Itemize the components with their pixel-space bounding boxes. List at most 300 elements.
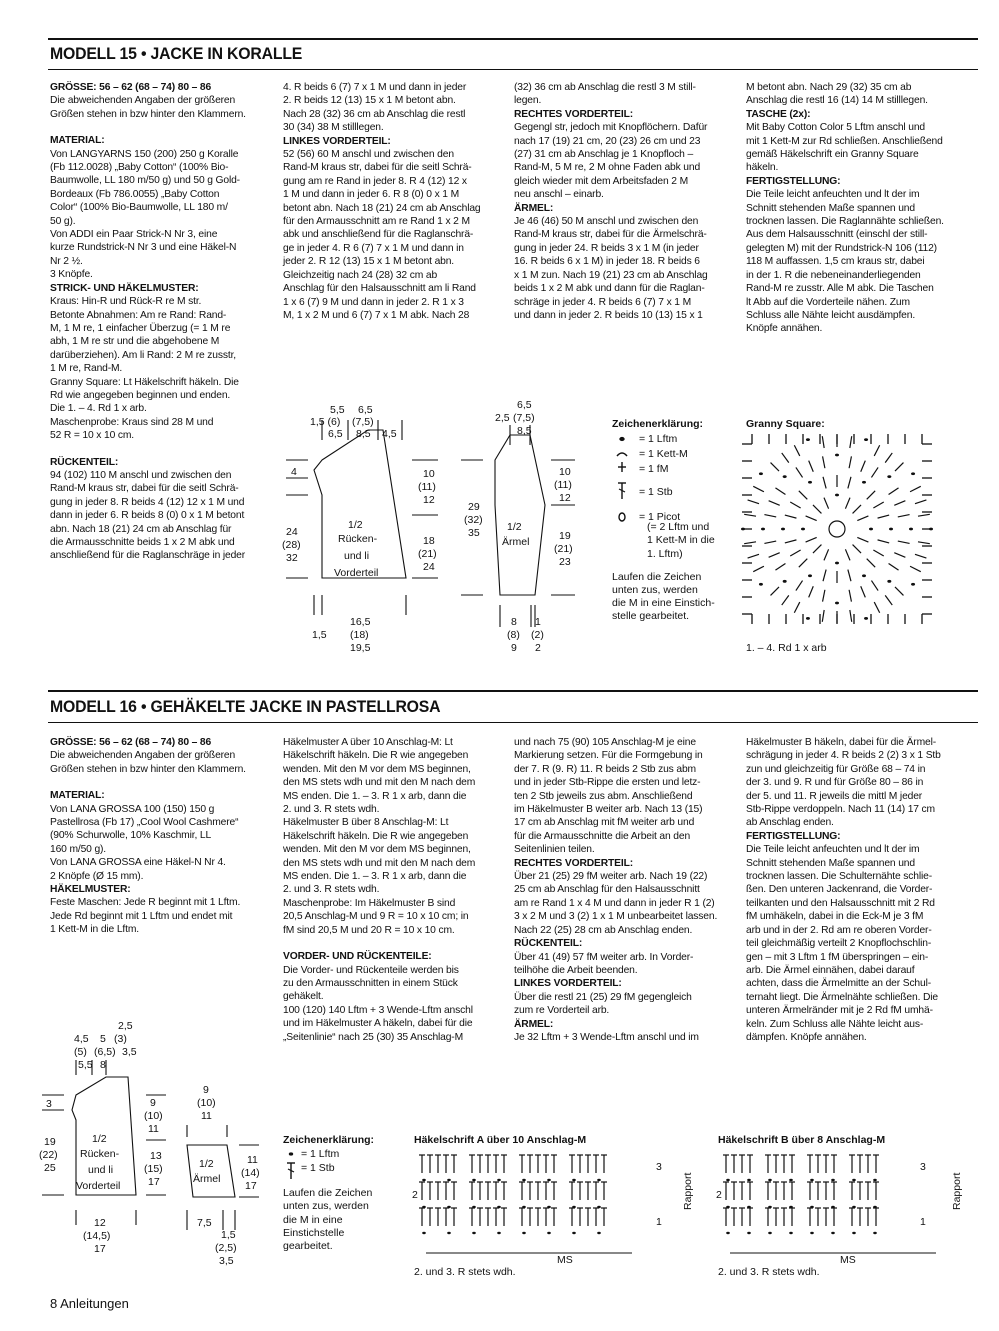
double-crochet-icon	[823, 570, 826, 582]
dim-label: 17	[148, 1176, 160, 1188]
double-crochet-icon	[898, 515, 910, 517]
piece-label: 1/2	[348, 519, 363, 531]
text-line: fM umhäkeln, dabei in die Eck-M je 3 fM	[746, 911, 924, 923]
text-line: unteren Ärmelränder mit je 2 Rd fM umhä-	[746, 1005, 933, 1017]
schema-caption: 2. und 3. R stets wdh.	[414, 1266, 516, 1278]
legend-item: = 1 Picot	[639, 511, 681, 524]
text-line: zu den Armausschnitten in einem Stück	[283, 977, 458, 989]
chain-stitch-icon	[447, 1179, 451, 1181]
text-line: und nach 75 (90) 105 Anschlag-M je eine	[514, 737, 696, 748]
dim-label: 35	[468, 527, 480, 539]
piece-label: Rücken-	[80, 1148, 120, 1160]
dim-label: 23	[559, 556, 571, 568]
dim-label: 4	[291, 466, 297, 478]
chain-stitch-icon	[547, 1232, 551, 1234]
dim-label: 6,5	[328, 428, 343, 440]
section-heading: GRÖSSE: 56 – 62 (68 – 74) 80 – 86	[50, 737, 212, 748]
text-line: Die Vorder- und Rückenteile werden bis	[283, 964, 459, 976]
text-line: Die abweichenden Angaben der größeren	[50, 750, 236, 762]
text-line: Color“ (100% Bio-Baumwolle, LL 180 m/	[50, 202, 228, 214]
double-crochet-icon	[806, 516, 817, 521]
dim-label: (7,5)	[352, 416, 374, 428]
text-line: gehäkelt.	[283, 991, 324, 1003]
double-crochet-icon	[918, 514, 930, 516]
text-line: Schnitt stehenden Maße spannen und	[746, 857, 915, 869]
text-line: trocknen lassen. Die Schulternähte schlie-	[746, 871, 933, 883]
double-crochet-icon	[785, 515, 797, 518]
chain-stitch-icon	[835, 454, 839, 457]
text-line: Nach 28 (32) 36 cm ab Anschlag die restl	[283, 108, 466, 120]
double-crochet-icon	[915, 554, 926, 558]
dim-label: 11	[201, 1110, 212, 1122]
legend-symbols	[612, 431, 636, 523]
text-line: keln. Zum Schluss alle Nähte leicht aus-	[746, 1018, 924, 1030]
chain-stitch-icon	[810, 1232, 814, 1234]
chain-stitch-icon	[873, 1232, 877, 1234]
dim-label: 25	[44, 1162, 56, 1174]
double-crochet-icon	[918, 542, 930, 544]
piece-label: Rücken-	[338, 533, 378, 545]
double-crochet-icon	[857, 516, 868, 521]
text-line: (Fb 112.0028) „Baby Cotton“ (100% Bio-	[50, 162, 229, 174]
text-line: Die Teile leicht anfeuchten und lt der im	[746, 189, 920, 201]
text-line: Von LANGYARNS 150 (200) 250 g Koralle	[50, 148, 239, 160]
dim-label: 11	[247, 1154, 258, 1166]
text-line: Häkelmuster A über 10 Anschlag-M: Lt	[283, 737, 453, 748]
double-crochet-icon	[910, 486, 921, 491]
legend	[283, 1134, 393, 1253]
dim-label: (15)	[144, 1163, 163, 1175]
text-line: Betonte Abnahmen: Am re Rand: Rand-	[50, 309, 227, 321]
spacer	[50, 443, 260, 456]
chain-stitch-icon	[597, 1232, 601, 1234]
text-line: dämpfen. Knöpfe annähen.	[746, 1031, 867, 1043]
section-rule	[48, 38, 978, 40]
pattern-schematic-body	[278, 400, 437, 660]
text-line: Rd wie angegeben beginnen und enden.	[50, 389, 231, 401]
double-crochet-icon	[871, 581, 878, 591]
chain-stitch-icon	[852, 1232, 856, 1234]
text-line: Über 41 (49) 57 fM weiter arb. In Vorder-	[514, 951, 694, 963]
double-crochet-icon	[764, 515, 776, 517]
legend-note: die M in eine	[283, 1213, 343, 1226]
chain-stitch-icon	[801, 528, 805, 531]
section-heading: RÜCKENTEIL:	[50, 456, 119, 468]
dim-label: 8	[100, 1059, 106, 1071]
text-line: Aus dem Halsausschnitt (einschl der still-	[746, 229, 928, 241]
legend-note: unten zus, werden	[612, 584, 698, 597]
spacer	[283, 937, 490, 950]
double-crochet-icon	[845, 498, 850, 509]
text-line: wenden. Mit den M vor dem MS beginnen,	[283, 763, 471, 775]
double-crochet-icon	[822, 610, 824, 622]
text-line: Seitenlinien teilen.	[514, 844, 595, 856]
text-line: achten, dass die Ärmelmitte an der Schul-	[746, 978, 932, 990]
double-crochet-icon	[853, 505, 861, 513]
text-line: Mit Baby Cotton Color 5 Lftm anschl und	[746, 122, 926, 134]
text-line: Gegengl str, jedoch mit Knopflöchern. Dafür	[514, 122, 708, 134]
double-crochet-icon	[782, 595, 789, 605]
text-line: „Seitenlinie“ nach 25 (30) 35 Anschlag-M	[283, 1031, 464, 1043]
text-line: Knöpfe annähen.	[746, 323, 823, 335]
double-crochet-icon	[850, 436, 852, 448]
dim-label: 24	[423, 561, 435, 573]
text-line: die Armausschnitte beids 1 x 2 M abk und	[50, 537, 235, 548]
legend-item: 1 Kett-M in die	[647, 534, 715, 547]
double-crochet-icon	[753, 486, 764, 491]
schema-caption: 2. und 3. R stets wdh.	[718, 1266, 820, 1278]
piece-label: und li	[88, 1164, 114, 1176]
dim-label: 5,5	[78, 1059, 93, 1071]
double-crochet-icon	[794, 445, 799, 456]
dim-label: (14,5)	[83, 1230, 111, 1242]
dim-label: 1,5	[221, 1229, 236, 1241]
double-crochet-icon	[822, 436, 824, 448]
dim-label: 8,5	[517, 425, 532, 437]
text-line: arb. Die Ärmel einnähen, dabei darauf	[746, 964, 915, 976]
dim-label: 1,5	[312, 629, 327, 641]
dim-label: 7,5	[197, 1217, 212, 1229]
text-line: zum re Vorderteil arb.	[514, 1005, 610, 1017]
double-crochet-icon	[915, 500, 926, 504]
chain-stitch-icon	[889, 528, 893, 531]
text-line: Schnitt stehenden Maße spannen und	[746, 202, 915, 214]
text-line: im Häkelmuster B weiter arb. Nach 13 (15)	[514, 804, 703, 816]
double-crochet-icon	[848, 570, 851, 582]
text-line: 50 g).	[50, 215, 76, 227]
chain-stitch-icon	[873, 1179, 877, 1181]
dim-label: (21)	[554, 543, 573, 555]
chain-stitch-icon	[810, 1179, 814, 1181]
double-crochet-icon	[790, 550, 800, 556]
pattern-schematic-sleeve	[175, 1075, 275, 1275]
section-heading: RECHTES VORDERTEIL:	[514, 108, 634, 120]
chain-stitch-icon	[789, 1232, 793, 1234]
dim-label: 2,5	[495, 412, 510, 424]
text-line: mit 1 Kett-M zur Rd schließen. Anschließend	[746, 135, 943, 147]
dim-label: (2)	[531, 629, 544, 641]
legend-note: unten zus, werden	[283, 1200, 369, 1213]
dim-label: (11)	[554, 479, 572, 491]
chain-stitch-icon	[747, 1232, 751, 1234]
text-line: in der 1. R die nebeneinanderliegenden	[746, 269, 921, 281]
dim-label: 16,5	[350, 616, 371, 628]
text-line: 2. und 3. R stets wdh.	[283, 804, 380, 816]
legend-item: 1. Lftm)	[647, 547, 683, 560]
text-line: nach 17 (19) 21 cm, 20 (23) 26 cm und 23	[514, 135, 701, 147]
chain-stitch-icon	[835, 494, 839, 497]
text-line: wenden. Mit den M vor dem MS beginnen,	[283, 844, 471, 856]
section-heading: LINKES VORDERTEIL:	[283, 135, 391, 147]
double-crochet-icon	[885, 453, 892, 463]
double-crochet-icon	[775, 563, 785, 570]
text-line: 1 M re, Rand-M.	[50, 363, 123, 375]
text-line: beids 1 x 2 M abk und dann für die Raglan-	[514, 283, 705, 295]
dim-label: 1	[535, 616, 541, 628]
text-line: neu anschl – einarb.	[514, 189, 604, 201]
chain-stitch-icon	[909, 528, 913, 531]
text-line: Die 1. – 4. Rd 1 x arb.	[50, 403, 147, 415]
legend-item: (= 2 Lftm und	[647, 521, 710, 534]
text-line: ten 2 Stb jeweils zus abm. Anschließend	[514, 790, 693, 802]
chain-stitch-icon	[789, 1179, 793, 1181]
text-line: Rand-M re zusstr. Alle M abk. Die Taschen	[746, 283, 934, 295]
row-number: 2	[412, 1189, 418, 1201]
double-crochet-icon	[809, 461, 814, 472]
text-line: der 3. und 9. R und für Größe 80 – 86 in	[746, 777, 924, 789]
double-crochet-icon	[867, 491, 875, 499]
text-line: Von LANA GROSSA 100 (150) 150 g	[50, 803, 215, 815]
text-line: Je 46 (46) 50 M anschl und zwischen den	[514, 216, 699, 228]
text-line: ge in jeder 4. R 6 (7) 7 x 1 M und dann in	[283, 242, 464, 254]
center-ring-icon	[829, 521, 845, 537]
chain-stitch-icon	[761, 528, 765, 531]
double-crochet-icon	[878, 540, 890, 543]
text-line: am re Rand 1 x 4 M und dann in jeder R 1 (2)	[514, 897, 715, 909]
pattern-schematic-body	[36, 1015, 186, 1265]
chain-stitch-icon	[522, 1232, 526, 1234]
dim-label: (6,5)	[94, 1046, 116, 1058]
text-line: für den Armausschnitt am re Rand 1 x 2 M	[283, 216, 470, 228]
double-crochet-icon	[849, 590, 851, 602]
double-crochet-icon	[873, 502, 883, 508]
dim-label: (5)	[74, 1046, 87, 1058]
text-column	[283, 81, 490, 322]
text-line: 17 cm ab Anschlag mit fM weiter arb und	[514, 817, 695, 829]
legend-item: = 1 Kett-M	[639, 448, 688, 461]
ms-label: MS	[557, 1254, 573, 1266]
text-line: darüberziehen). Am li Rand: 2 M re zusstr,	[50, 349, 236, 361]
dim-label: 12	[94, 1217, 106, 1229]
double-crochet-icon	[849, 456, 851, 468]
double-crochet-icon	[799, 559, 807, 567]
section-rule	[48, 690, 978, 692]
double-crochet-icon	[782, 453, 789, 463]
double-crochet-icon	[873, 550, 883, 556]
dim-label: (14)	[241, 1167, 260, 1179]
section-heading: RECHTES VORDERTEIL:	[514, 857, 634, 869]
dim-label: 10	[559, 466, 571, 478]
chain-stitch-icon	[768, 1232, 772, 1234]
chain-stitch-icon	[620, 438, 624, 441]
legend-item: = 1 Stb	[301, 1162, 335, 1175]
legend-note: Laufen die Zeichen	[612, 570, 702, 583]
chain-stitch-icon	[808, 481, 812, 484]
text-line: anschließend für die Raglanschräge in jeder	[50, 550, 246, 562]
text-line: kurze Rundstrick-N Nr 3 und eine Häkel-N	[50, 242, 237, 254]
double-crochet-icon	[769, 501, 780, 506]
dim-label: 3	[46, 1098, 52, 1110]
dim-label: 11	[148, 1123, 159, 1135]
chain-stitch-icon	[768, 1179, 772, 1181]
text-line: 52 R = 10 x 10 cm.	[50, 430, 135, 442]
text-line: 3 x 2 M und 3 (2) 1 x 1 M unbearbeitet lassen.	[514, 911, 718, 923]
chain-stitch-icon	[422, 1232, 426, 1234]
legend-note: Einstichstelle	[283, 1226, 345, 1239]
dim-label: (11)	[418, 481, 436, 493]
chain-stitch-icon	[911, 472, 915, 475]
double-crochet-icon	[824, 498, 829, 509]
text-line: abh, 1 M re str und die abgehobene M	[50, 336, 220, 348]
double-crochet-icon	[871, 467, 878, 477]
text-line: gung in jeder 8. R beids 4 (12) 12 x 1 M und	[50, 496, 245, 508]
dim-label: 12	[559, 492, 571, 504]
text-line: teil gleichmäßig verteilt 2 Knopflochschlin-	[746, 938, 932, 950]
schema-a-title: Häkelschrift A über 10 Anschlag-M	[414, 1134, 587, 1146]
chain-stitch-icon	[831, 1179, 835, 1181]
spacer	[50, 121, 260, 134]
text-line: gen – mit 3 Lftm 1 fM überspringen – ein-	[746, 951, 929, 963]
text-column	[746, 81, 954, 336]
text-line: M, 1 x 2 M und 6 (7) 7 x 1 M abk. Nach 28	[283, 309, 470, 321]
double-crochet-icon	[794, 602, 799, 613]
text-line: häkeln.	[746, 162, 779, 174]
section-heading: MATERIAL:	[50, 790, 105, 802]
row-number: 1	[920, 1216, 926, 1228]
double-crochet-icon	[823, 456, 825, 468]
dim-label: 17	[94, 1243, 106, 1255]
text-line: Nach 22 (25) 28 cm ab Anschlag enden.	[514, 924, 693, 936]
double-crochet-icon	[764, 541, 776, 543]
text-line: und dann in jeder 2. R beids 10 (13) 15 x 1	[514, 309, 703, 321]
text-line: Stb-Rippe verdoppeln. Nach 11 (14) 17 cm	[746, 804, 935, 816]
chain-stitch-icon	[759, 583, 763, 586]
dim-label: 4,5	[74, 1033, 89, 1045]
text-line: 100 (120) 140 Lftm + 3 Wende-Lftm anschl	[283, 1004, 473, 1016]
text-line: Über die restl 21 (25) 29 fM gegengleich	[514, 991, 692, 1003]
dim-label: (28)	[282, 539, 301, 551]
text-line: teilhöhe die Arbeit beenden.	[514, 964, 638, 976]
piece-label: 1/2	[199, 1158, 214, 1170]
text-line: und im Häkelmuster A häkeln, dabei für die	[283, 1018, 473, 1030]
text-line: 1 M und dann in jeder 6. R 8 (0) 0 x 1 M	[283, 189, 460, 201]
legend	[612, 418, 737, 624]
chain-stitch-icon	[835, 602, 839, 605]
legend-symbols	[283, 1147, 303, 1181]
rapport-label: Rapport	[682, 1172, 694, 1210]
section-heading: LINKES VORDERTEIL:	[514, 978, 622, 990]
double-crochet-icon	[889, 488, 899, 495]
section-heading: STRICK- UND HÄKELMUSTER:	[50, 282, 199, 294]
section-heading: TASCHE (2x):	[746, 108, 811, 120]
section-title-modell-15: MODELL 15 • JACKE IN KORALLE	[50, 44, 303, 63]
chain-stitch-icon	[522, 1179, 526, 1181]
dim-label: 2	[535, 642, 541, 654]
text-line: Größen stehen in bzw hinter den Klammern.	[50, 763, 246, 775]
rapport-label: Rapport	[951, 1172, 963, 1210]
dim-label: (3)	[114, 1033, 127, 1045]
dim-label: 32	[286, 552, 298, 564]
text-line: schrägung in jeder 4. R beids 2 (2) 3 x 1 Stb	[746, 750, 941, 762]
double-crochet-icon	[796, 467, 803, 477]
text-line: 2 Knöpfe (Ø 15 mm).	[50, 870, 144, 882]
slip-stitch-icon	[617, 453, 627, 456]
text-line: Über 21 (25) 29 fM weiter arb. Nach 19 (22)	[514, 871, 708, 883]
chain-stitch-icon	[497, 1179, 501, 1181]
text-column	[50, 81, 260, 563]
section-title-modell-16: MODELL 16 • GEHÄKELTE JACKE IN PASTELLROSA	[50, 697, 441, 716]
dim-label: 9	[150, 1097, 156, 1109]
chain-stitch-icon	[597, 1179, 601, 1181]
text-line: 2. und 3. R stets wdh.	[283, 884, 380, 896]
text-line: Rand-M kraus str, dabei für die seitl Schrä-	[50, 483, 239, 495]
text-line: MS enden. Die 1. – 3. R 1 x arb, dann die	[283, 790, 467, 802]
chain-stitch-icon	[911, 583, 915, 586]
dim-label: (21)	[418, 548, 437, 560]
legend-item: = 1 Lftm	[639, 433, 678, 446]
dim-label: 5,5	[330, 404, 345, 416]
double-crochet-icon	[771, 587, 779, 595]
text-line: zun und gleichzeitig für Größe 68 – 74 in	[746, 763, 926, 775]
text-line: Feste Maschen: Jede R beginnt mit 1 Lftm.	[50, 897, 241, 909]
text-line: Markierung setzen. Für die Formgebung in	[514, 750, 703, 762]
dim-label: 2,5	[118, 1020, 133, 1032]
section-heading: MATERIAL:	[50, 135, 105, 147]
dim-label: 19	[44, 1136, 56, 1148]
double-crochet-icon	[861, 461, 866, 472]
granny-square-title: Granny Square:	[746, 418, 825, 430]
picot-icon	[619, 513, 625, 521]
text-line: lt Abb auf die Vorderteile nähen. Zum	[746, 296, 910, 308]
chain-stitch-icon	[806, 617, 810, 620]
text-line: legen.	[514, 95, 542, 107]
section-rule	[48, 722, 978, 723]
chain-stitch-icon	[808, 574, 812, 577]
dim-label: 6,5	[517, 399, 532, 411]
dim-label: 10	[423, 468, 435, 480]
text-line: Maschenprobe: Kraus sind 28 M und	[50, 416, 214, 428]
text-line: gleich wieder mit dem Arbeitsfaden 2 M	[514, 175, 689, 187]
text-line: 118 M auffassen. 1,5 cm kraus str, dabei	[746, 256, 925, 268]
dim-label: 3,5	[219, 1255, 234, 1267]
text-line: Maschenprobe: Im Häkelmuster B sind	[283, 897, 456, 909]
double-crochet-icon	[894, 553, 905, 558]
double-crochet-icon	[813, 545, 821, 553]
text-line: Die abweichenden Angaben der größeren	[50, 95, 236, 107]
text-line: Schluss alle Nähte leicht ausdämpfen.	[746, 309, 916, 321]
double-crochet-icon	[845, 549, 850, 560]
dim-label: 19,5	[350, 642, 371, 654]
double-crochet-icon	[885, 595, 892, 605]
chain-stitch-icon	[726, 1232, 730, 1234]
text-line: Häkelschrift häkeln. Die R wie angegeben	[283, 830, 469, 842]
legend-note: Laufen die Zeichen	[283, 1187, 373, 1200]
piece-label: Vorderteil	[76, 1180, 121, 1192]
pattern-schematic-sleeve	[455, 395, 595, 655]
text-line: 1 x 6 (7) 9 M und dann in jeder 2. R 1 x 3	[283, 296, 464, 308]
text-line: gemäß Häkelschrift ein Granny Square	[746, 149, 919, 161]
section-heading: HÄKELMUSTER:	[50, 884, 131, 896]
text-line: Die Teile leicht anfeuchten und lt der im	[746, 844, 920, 856]
text-line: Nr 2 ½.	[50, 255, 83, 267]
dim-label: (8)	[507, 629, 520, 641]
text-line: den MS stets wdh und mit den M nach dem	[283, 777, 476, 789]
double-crochet-icon	[895, 587, 903, 595]
double-crochet-icon	[785, 540, 797, 543]
text-line: 4. R beids 6 (7) 7 x 1 M und dann in jeder	[283, 82, 467, 93]
double-crochet-icon	[809, 586, 814, 597]
double-crochet-icon	[806, 537, 817, 542]
double-crochet-icon	[771, 463, 779, 471]
chain-stitch-icon	[862, 574, 866, 577]
page-footer: 8 Anleitungen	[50, 1296, 129, 1311]
row-number: 3	[920, 1161, 926, 1173]
double-crochet-icon	[813, 505, 821, 513]
text-line: Kraus: Hin-R und Rück-R re M str.	[50, 296, 202, 308]
double-crochet-icon	[910, 566, 921, 571]
crochet-chart-b	[708, 1150, 978, 1280]
text-line: Häkelschrift häkeln. Die R wie angegeben	[283, 750, 469, 762]
